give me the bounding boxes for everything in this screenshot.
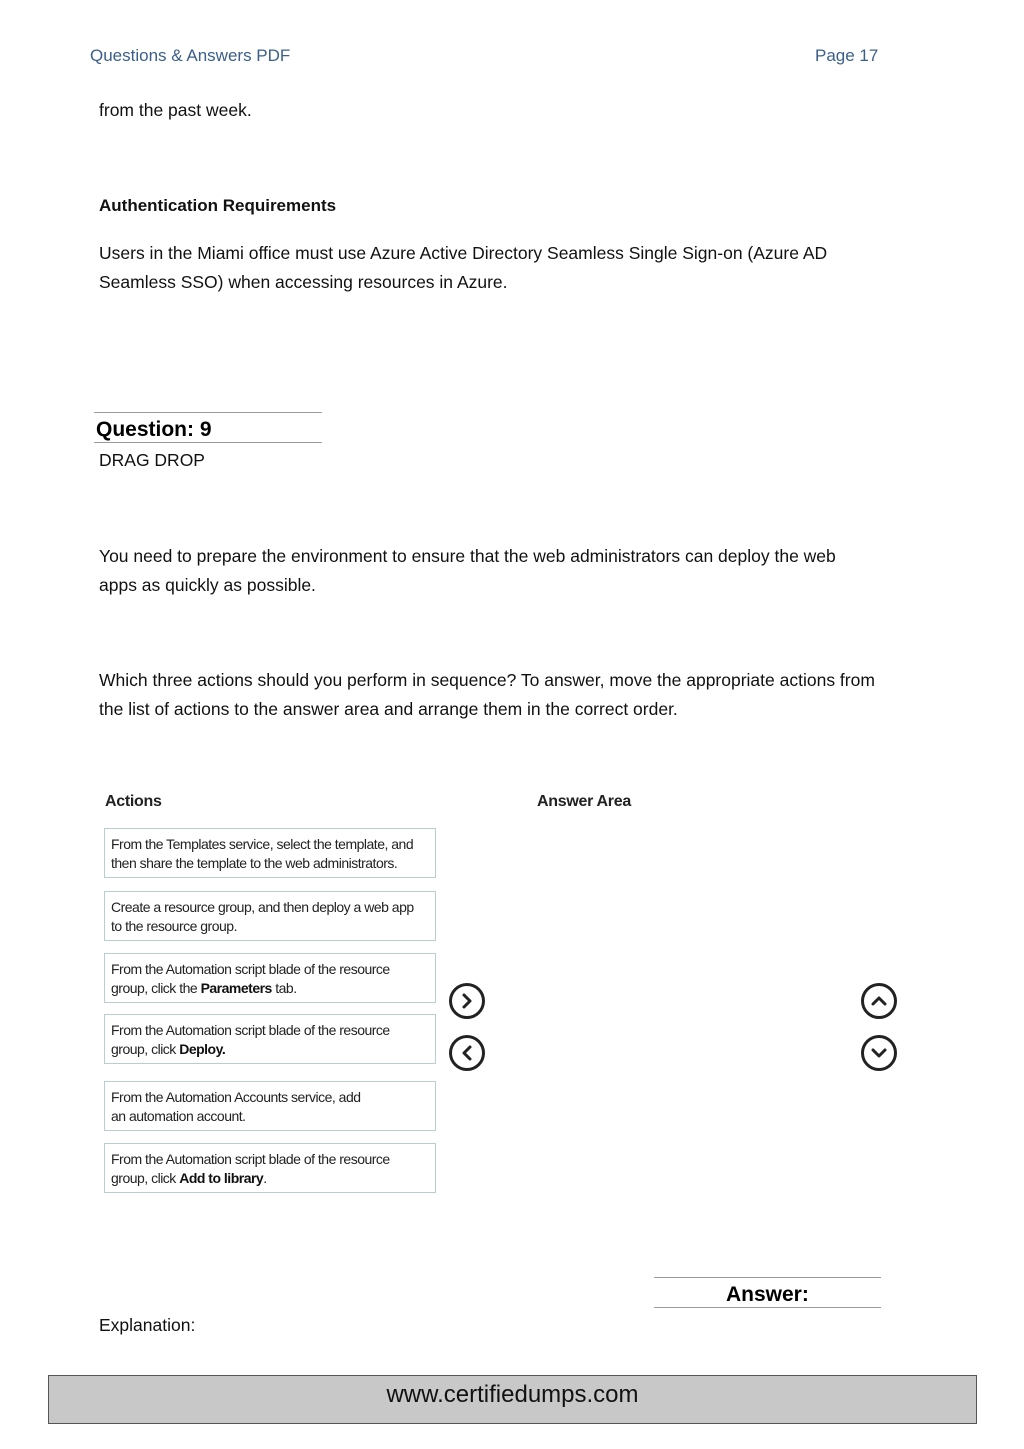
action-item[interactable]: From the Automation script blade of the resource group, click Add to library. <box>104 1143 436 1193</box>
header-title: Questions & Answers PDF <box>90 46 291 65</box>
chevron-up-icon <box>870 992 888 1010</box>
question-type: DRAG DROP <box>99 450 205 470</box>
auth-paragraph <box>99 239 827 297</box>
chevron-left-icon <box>458 1044 476 1062</box>
action-item[interactable]: From the Templates service, select the template, and then share the template to the web administrators. <box>104 828 436 878</box>
question-top-rule <box>94 412 322 413</box>
intro-fragment: from the past week. <box>99 100 252 120</box>
section-heading: Authentication Requirements <box>99 196 337 215</box>
move-up-button[interactable] <box>861 983 897 1019</box>
action-item[interactable]: From the Automation Accounts service, add an automation account. <box>104 1081 436 1131</box>
question-p1-line-1: You need to prepare the environment to ensure that the web administrators can deploy the web <box>99 546 836 566</box>
move-right-button[interactable] <box>449 983 485 1019</box>
move-down-button[interactable] <box>861 1035 897 1071</box>
page-number: Page 17 <box>815 46 879 65</box>
footer-url: www.certifiedumps.com <box>386 1381 639 1408</box>
question-paragraph-1 <box>99 542 836 600</box>
chevron-down-icon <box>870 1044 888 1062</box>
answer-top-rule <box>654 1277 881 1278</box>
move-left-button[interactable] <box>449 1035 485 1071</box>
answer-area-dropzone[interactable] <box>535 822 845 1194</box>
action-item[interactable]: Create a resource group, and then deploy a web app to the resource group. <box>104 891 436 941</box>
action-item[interactable]: From the Automation script blade of the resource group, click the Parameters tab. <box>104 953 436 1003</box>
action-item[interactable]: From the Automation script blade of the resource group, click Deploy. <box>104 1014 436 1064</box>
question-p2-line-1: Which three actions should you perform in sequence? To answer, move the appropriate actions from <box>99 670 875 690</box>
explanation-label: Explanation: <box>99 1315 196 1335</box>
answer-area-label: Answer Area <box>537 793 631 810</box>
footer-banner <box>48 1375 977 1424</box>
question-title: Question: 9 <box>96 418 212 441</box>
actions-label: Actions <box>105 793 162 810</box>
auth-line-1: Users in the Miami office must use Azure Active Directory Seamless Single Sign-on (Azure AD <box>99 243 828 263</box>
auth-line-2: Seamless SSO) when accessing resources in Azure. <box>99 272 508 292</box>
question-p2-line-2: the list of actions to the answer area and arrange them in the correct order. <box>99 699 678 719</box>
question-paragraph-2 <box>99 666 875 724</box>
question-bottom-rule <box>94 442 322 443</box>
question-p1-line-2: apps as quickly as possible. <box>99 575 316 595</box>
answer-bottom-rule <box>654 1307 881 1308</box>
answer-label: Answer: <box>726 1283 809 1306</box>
chevron-right-icon <box>458 992 476 1010</box>
